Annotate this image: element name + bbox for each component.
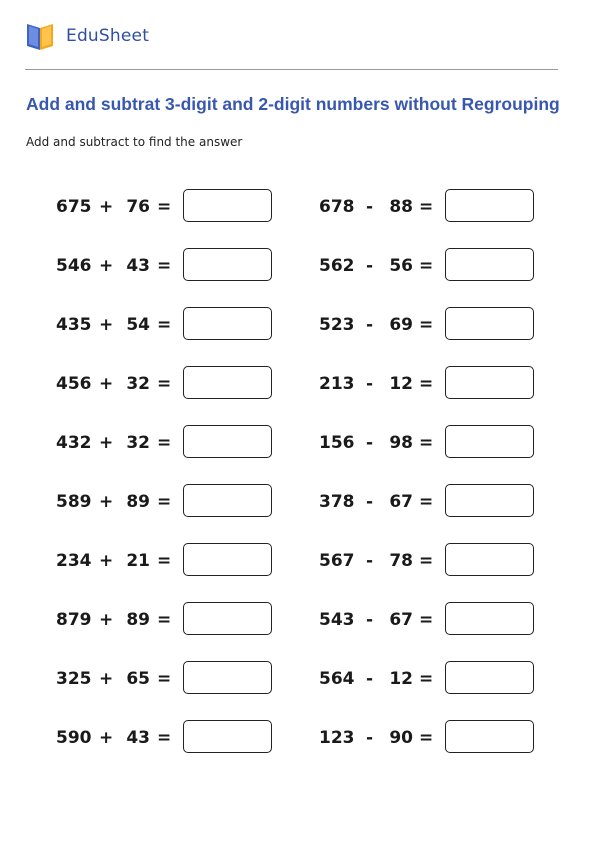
addition-column [56, 189, 316, 779]
operator: - [366, 669, 374, 689]
equals-sign: = [157, 256, 172, 276]
problem-row [319, 425, 579, 484]
second-number: 88 [389, 197, 413, 217]
problem-row [56, 307, 316, 366]
first-number: 213 [319, 374, 355, 394]
first-number: 546 [56, 256, 92, 276]
answer-box[interactable] [183, 307, 272, 340]
operator: + [99, 315, 114, 335]
problem-row [56, 543, 316, 602]
operator: + [99, 610, 114, 630]
worksheet-instructions: Add and subtract to find the answer [26, 135, 243, 149]
second-number: 43 [126, 256, 150, 276]
first-number: 523 [319, 315, 355, 335]
first-number: 562 [319, 256, 355, 276]
first-number: 543 [319, 610, 355, 630]
operator: - [366, 610, 374, 630]
problem-row [56, 602, 316, 661]
equals-sign: = [419, 728, 434, 748]
second-number: 89 [126, 492, 150, 512]
first-number: 590 [56, 728, 92, 748]
second-number: 12 [389, 669, 413, 689]
operator: + [99, 728, 114, 748]
problem-row [319, 307, 579, 366]
first-number: 234 [56, 551, 92, 571]
problem-row [56, 189, 316, 248]
second-number: 76 [126, 197, 150, 217]
equals-sign: = [419, 492, 434, 512]
answer-box[interactable] [445, 602, 534, 635]
equals-sign: = [419, 669, 434, 689]
header-divider [25, 69, 558, 70]
operator: - [366, 492, 374, 512]
second-number: 78 [389, 551, 413, 571]
answer-box[interactable] [445, 543, 534, 576]
operator: + [99, 197, 114, 217]
problem-row [319, 720, 579, 779]
second-number: 90 [389, 728, 413, 748]
second-number: 54 [126, 315, 150, 335]
problem-row [56, 425, 316, 484]
problem-row [319, 366, 579, 425]
first-number: 156 [319, 433, 355, 453]
equals-sign: = [419, 197, 434, 217]
operator: - [366, 551, 374, 571]
answer-box[interactable] [445, 366, 534, 399]
first-number: 589 [56, 492, 92, 512]
answer-box[interactable] [183, 484, 272, 517]
worksheet-title: Add and subtrat 3-digit and 2-digit numbers without Regrouping [26, 94, 560, 114]
equals-sign: = [157, 492, 172, 512]
problem-row [56, 248, 316, 307]
equals-sign: = [157, 610, 172, 630]
answer-box[interactable] [183, 189, 272, 222]
equals-sign: = [419, 315, 434, 335]
answer-box[interactable] [183, 366, 272, 399]
first-number: 675 [56, 197, 92, 217]
operator: - [366, 315, 374, 335]
brand-name: EduSheet [66, 26, 150, 46]
second-number: 56 [389, 256, 413, 276]
operator: + [99, 256, 114, 276]
open-book-icon [24, 20, 56, 52]
equals-sign: = [157, 728, 172, 748]
equals-sign: = [419, 374, 434, 394]
equals-sign: = [157, 551, 172, 571]
operator: + [99, 551, 114, 571]
answer-box[interactable] [445, 425, 534, 458]
second-number: 67 [389, 610, 413, 630]
equals-sign: = [157, 433, 172, 453]
second-number: 32 [126, 374, 150, 394]
operator: - [366, 256, 374, 276]
first-number: 325 [56, 669, 92, 689]
first-number: 879 [56, 610, 92, 630]
header [24, 20, 149, 52]
first-number: 678 [319, 197, 355, 217]
problem-row [56, 484, 316, 543]
operator: - [366, 197, 374, 217]
first-number: 456 [56, 374, 92, 394]
equals-sign: = [157, 669, 172, 689]
equals-sign: = [157, 374, 172, 394]
first-number: 432 [56, 433, 92, 453]
second-number: 21 [126, 551, 150, 571]
second-number: 43 [126, 728, 150, 748]
operator: + [99, 374, 114, 394]
operator: + [99, 492, 114, 512]
answer-box[interactable] [445, 248, 534, 281]
second-number: 32 [126, 433, 150, 453]
answer-box[interactable] [183, 720, 272, 753]
operator: + [99, 669, 114, 689]
equals-sign: = [157, 197, 172, 217]
problem-row [56, 661, 316, 720]
problem-row [319, 543, 579, 602]
problem-row [319, 602, 579, 661]
first-number: 564 [319, 669, 355, 689]
problem-row [56, 720, 316, 779]
first-number: 567 [319, 551, 355, 571]
answer-box[interactable] [183, 543, 272, 576]
second-number: 67 [389, 492, 413, 512]
answer-box[interactable] [445, 189, 534, 222]
operator: - [366, 728, 374, 748]
answer-box[interactable] [445, 661, 534, 694]
first-number: 435 [56, 315, 92, 335]
second-number: 65 [126, 669, 150, 689]
problem-row [319, 484, 579, 543]
operator: + [99, 433, 114, 453]
problem-row [56, 366, 316, 425]
equals-sign: = [419, 551, 434, 571]
equals-sign: = [419, 433, 434, 453]
equals-sign: = [157, 315, 172, 335]
answer-box[interactable] [445, 720, 534, 753]
equals-sign: = [419, 256, 434, 276]
problem-row [319, 189, 579, 248]
answer-box[interactable] [183, 602, 272, 635]
equals-sign: = [419, 610, 434, 630]
operator: - [366, 374, 374, 394]
second-number: 69 [389, 315, 413, 335]
second-number: 12 [389, 374, 413, 394]
answer-box[interactable] [183, 425, 272, 458]
first-number: 378 [319, 492, 355, 512]
second-number: 89 [126, 610, 150, 630]
answer-box[interactable] [445, 484, 534, 517]
subtraction-column [319, 189, 579, 779]
problem-row [319, 661, 579, 720]
operator: - [366, 433, 374, 453]
answer-box[interactable] [183, 661, 272, 694]
first-number: 123 [319, 728, 355, 748]
second-number: 98 [389, 433, 413, 453]
answer-box[interactable] [183, 248, 272, 281]
answer-box[interactable] [445, 307, 534, 340]
problem-row [319, 248, 579, 307]
